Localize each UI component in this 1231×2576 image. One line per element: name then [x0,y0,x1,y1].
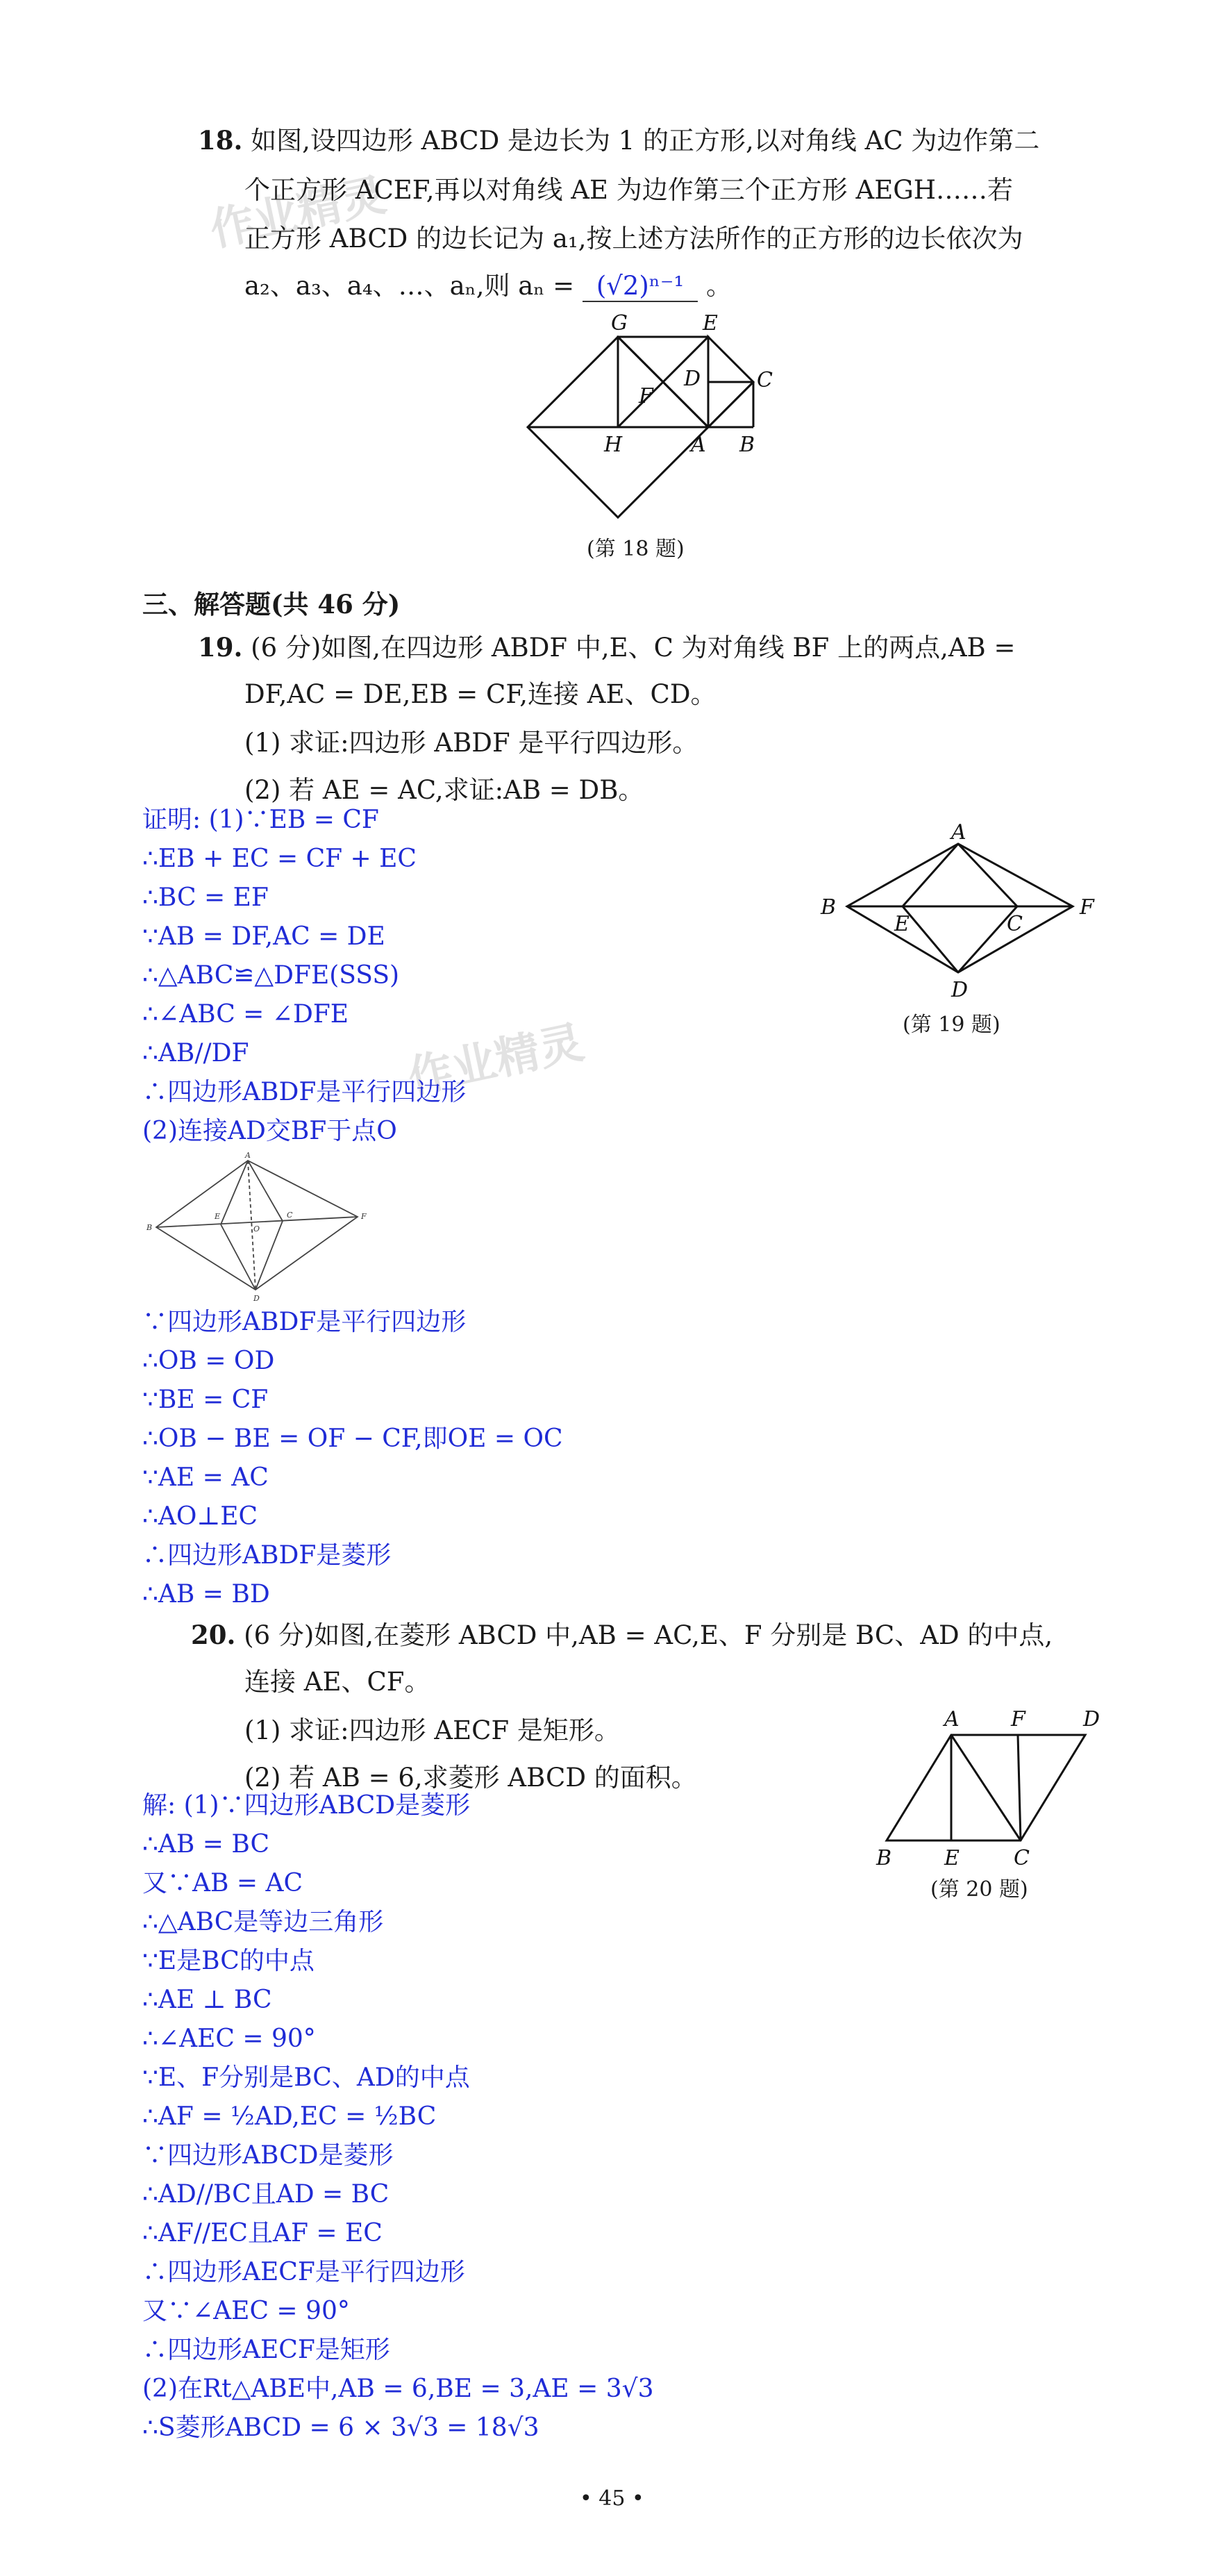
solution-line: (2)连接AD交BF于点O [142,1117,397,1145]
solution-line: 又∵∠AEC = 90° [142,2297,350,2325]
section-title: 三、解答题(共 46 分) [142,589,401,620]
q20-figure [868,1702,1125,1875]
label: A [944,1707,960,1731]
solution-line: ∴S菱形ABCD = 6 × 3√3 = 18√3 [142,2413,539,2442]
label: H [604,433,623,457]
solution-line: ∵AE = AC [142,1463,269,1492]
label: B [876,1846,892,1870]
solution-line: 解: (1)∵四边形ABCD是菱形 [142,1791,471,1820]
solution-line: ∴EB + EC = CF + EC [142,845,417,873]
q19-solution-figure [142,1149,371,1306]
label: B [146,1223,153,1232]
q20-line1: 20. (6 分)如图,在菱形 ABCD 中,AB = AC,E、F 分别是 BC、AD 的中点, [191,1620,1053,1650]
label: D [1083,1707,1100,1731]
label: F [1080,895,1094,920]
label: B [821,895,837,920]
solution-line: ∴AO⊥EC [142,1502,258,1531]
solution-line: ∴AF//EC且AF = EC [142,2219,383,2247]
label: A [245,1151,251,1160]
label: E [944,1846,960,1870]
solution-line: ∴四边形AECF是平行四边形 [142,2258,465,2286]
q18-answer: (√2)ⁿ⁻¹ [583,271,698,302]
q18-line2: 个正方形 ACEF,再以对角线 AE 为边作第三个正方形 AEGH……若 [244,175,1014,205]
solution-line: ∴AE ⊥ BC [142,1986,272,2014]
watermark: 作业精灵 [403,1017,589,1104]
q18-caption: (第 18 题) [587,537,685,561]
solution-line: ∵AB = DF,AC = DE [142,922,385,951]
label: E [215,1212,221,1221]
label: D [951,978,969,1002]
solution-line: 又∵AB = AC [142,1869,303,1897]
label: O [253,1224,260,1233]
q19-line1: 19. (6 分)如图,在四边形 ABDF 中,E、C 为对角线 BF 上的两点,AB = [198,632,1016,663]
solution-line: ∵E、F分别是BC、AD的中点 [142,2063,470,2092]
q18-line1: 18. 如图,设四边形 ABCD 是边长为 1 的正方形,以对角线 AC 为边作第二 [198,125,1040,156]
label: F [361,1212,367,1221]
solution-line: ∴AB//DF [142,1039,249,1067]
q19-solution-part1 [142,801,466,1151]
solution-line: ∴OB − BE = OF − CF,即OE = OC [142,1424,563,1453]
page-number: • 45 • [580,2486,644,2511]
question-number: 19. [198,632,243,663]
solution-line: ∴BC = EF [142,883,269,912]
solution-line: (2)在Rt△ABE中,AB = 6,BE = 3,AE = 3√3 [142,2375,654,2403]
label: F [639,384,653,408]
q20-caption: (第 20 题) [930,1877,1028,1902]
solution-line: ∴四边形AECF是矩形 [142,2336,390,2364]
label: C [757,368,773,392]
solution-line: ∴四边形ABDF是菱形 [142,1541,392,1570]
solution-line: ∴∠ABC = ∠DFE [142,1000,349,1029]
question-number: 18. [198,125,243,156]
solution-line: ∴△ABC≌△DFE(SSS) [142,961,400,990]
q20-solution [142,1786,654,2448]
q18-line4: a₂、a₃、a₄、…、aₙ,则 aₙ = (√2)ⁿ⁻¹ 。 [244,271,732,301]
label: B [739,433,755,457]
q19-part2: (2) 若 AE = AC,求证:AB = DB。 [244,775,644,805]
solution-line: ∵四边形ABCD是菱形 [142,2141,394,2170]
solution-line: ∴AB = BD [142,1580,270,1609]
watermark: 作业精灵 [206,169,391,257]
solution-line: ∴∠AEC = 90° [142,2025,316,2053]
label: D [684,367,701,391]
label: E [703,311,718,335]
label: A [691,433,706,457]
label: C [1007,912,1023,936]
solution-line: ∴AD//BC且AD = BC [142,2180,390,2209]
label: A [951,820,966,845]
q20-part1: (1) 求证:四边形 AECF 是矩形。 [244,1715,620,1745]
solution-line: ∵四边形ABDF是平行四边形 [142,1308,467,1336]
q19-caption: (第 19 题) [903,1013,1000,1037]
q18-line3: 正方形 ABCD 的边长记为 a₁,按上述方法所作的正方形的边长依次为 [244,224,1023,254]
label: E [894,912,910,936]
q18-figure [514,309,778,524]
q19-solution-part2 [142,1303,563,1614]
solution-line: ∵BE = CF [142,1386,269,1414]
solution-line: ∴OB = OD [142,1347,275,1375]
label: G [611,311,628,335]
solution-line: ∴△ABC是等边三角形 [142,1908,384,1936]
q20-line2: 连接 AE、CF。 [244,1667,430,1697]
solution-line: ∴AB = BC [142,1830,270,1859]
q19-part1: (1) 求证:四边形 ABDF 是平行四边形。 [244,728,698,758]
solution-line: ∴四边形ABDF是平行四边形 [142,1078,467,1106]
q19-line2: DF,AC = DE,EB = CF,连接 AE、CD。 [244,679,717,709]
solution-line: ∵E是BC的中点 [142,1947,315,1975]
q20-part2: (2) 若 AB = 6,求菱形 ABCD 的面积。 [244,1763,697,1793]
q19-figure [805,813,1111,1021]
solution-line: 证明: (1)∵EB = CF [142,806,379,834]
label: C [1014,1846,1030,1870]
question-number: 20. [191,1620,236,1650]
solution-line: ∴AF = ½AD,EC = ½BC [142,2102,437,2131]
label: C [287,1211,293,1220]
label: F [1011,1707,1025,1731]
label: D [253,1294,260,1303]
